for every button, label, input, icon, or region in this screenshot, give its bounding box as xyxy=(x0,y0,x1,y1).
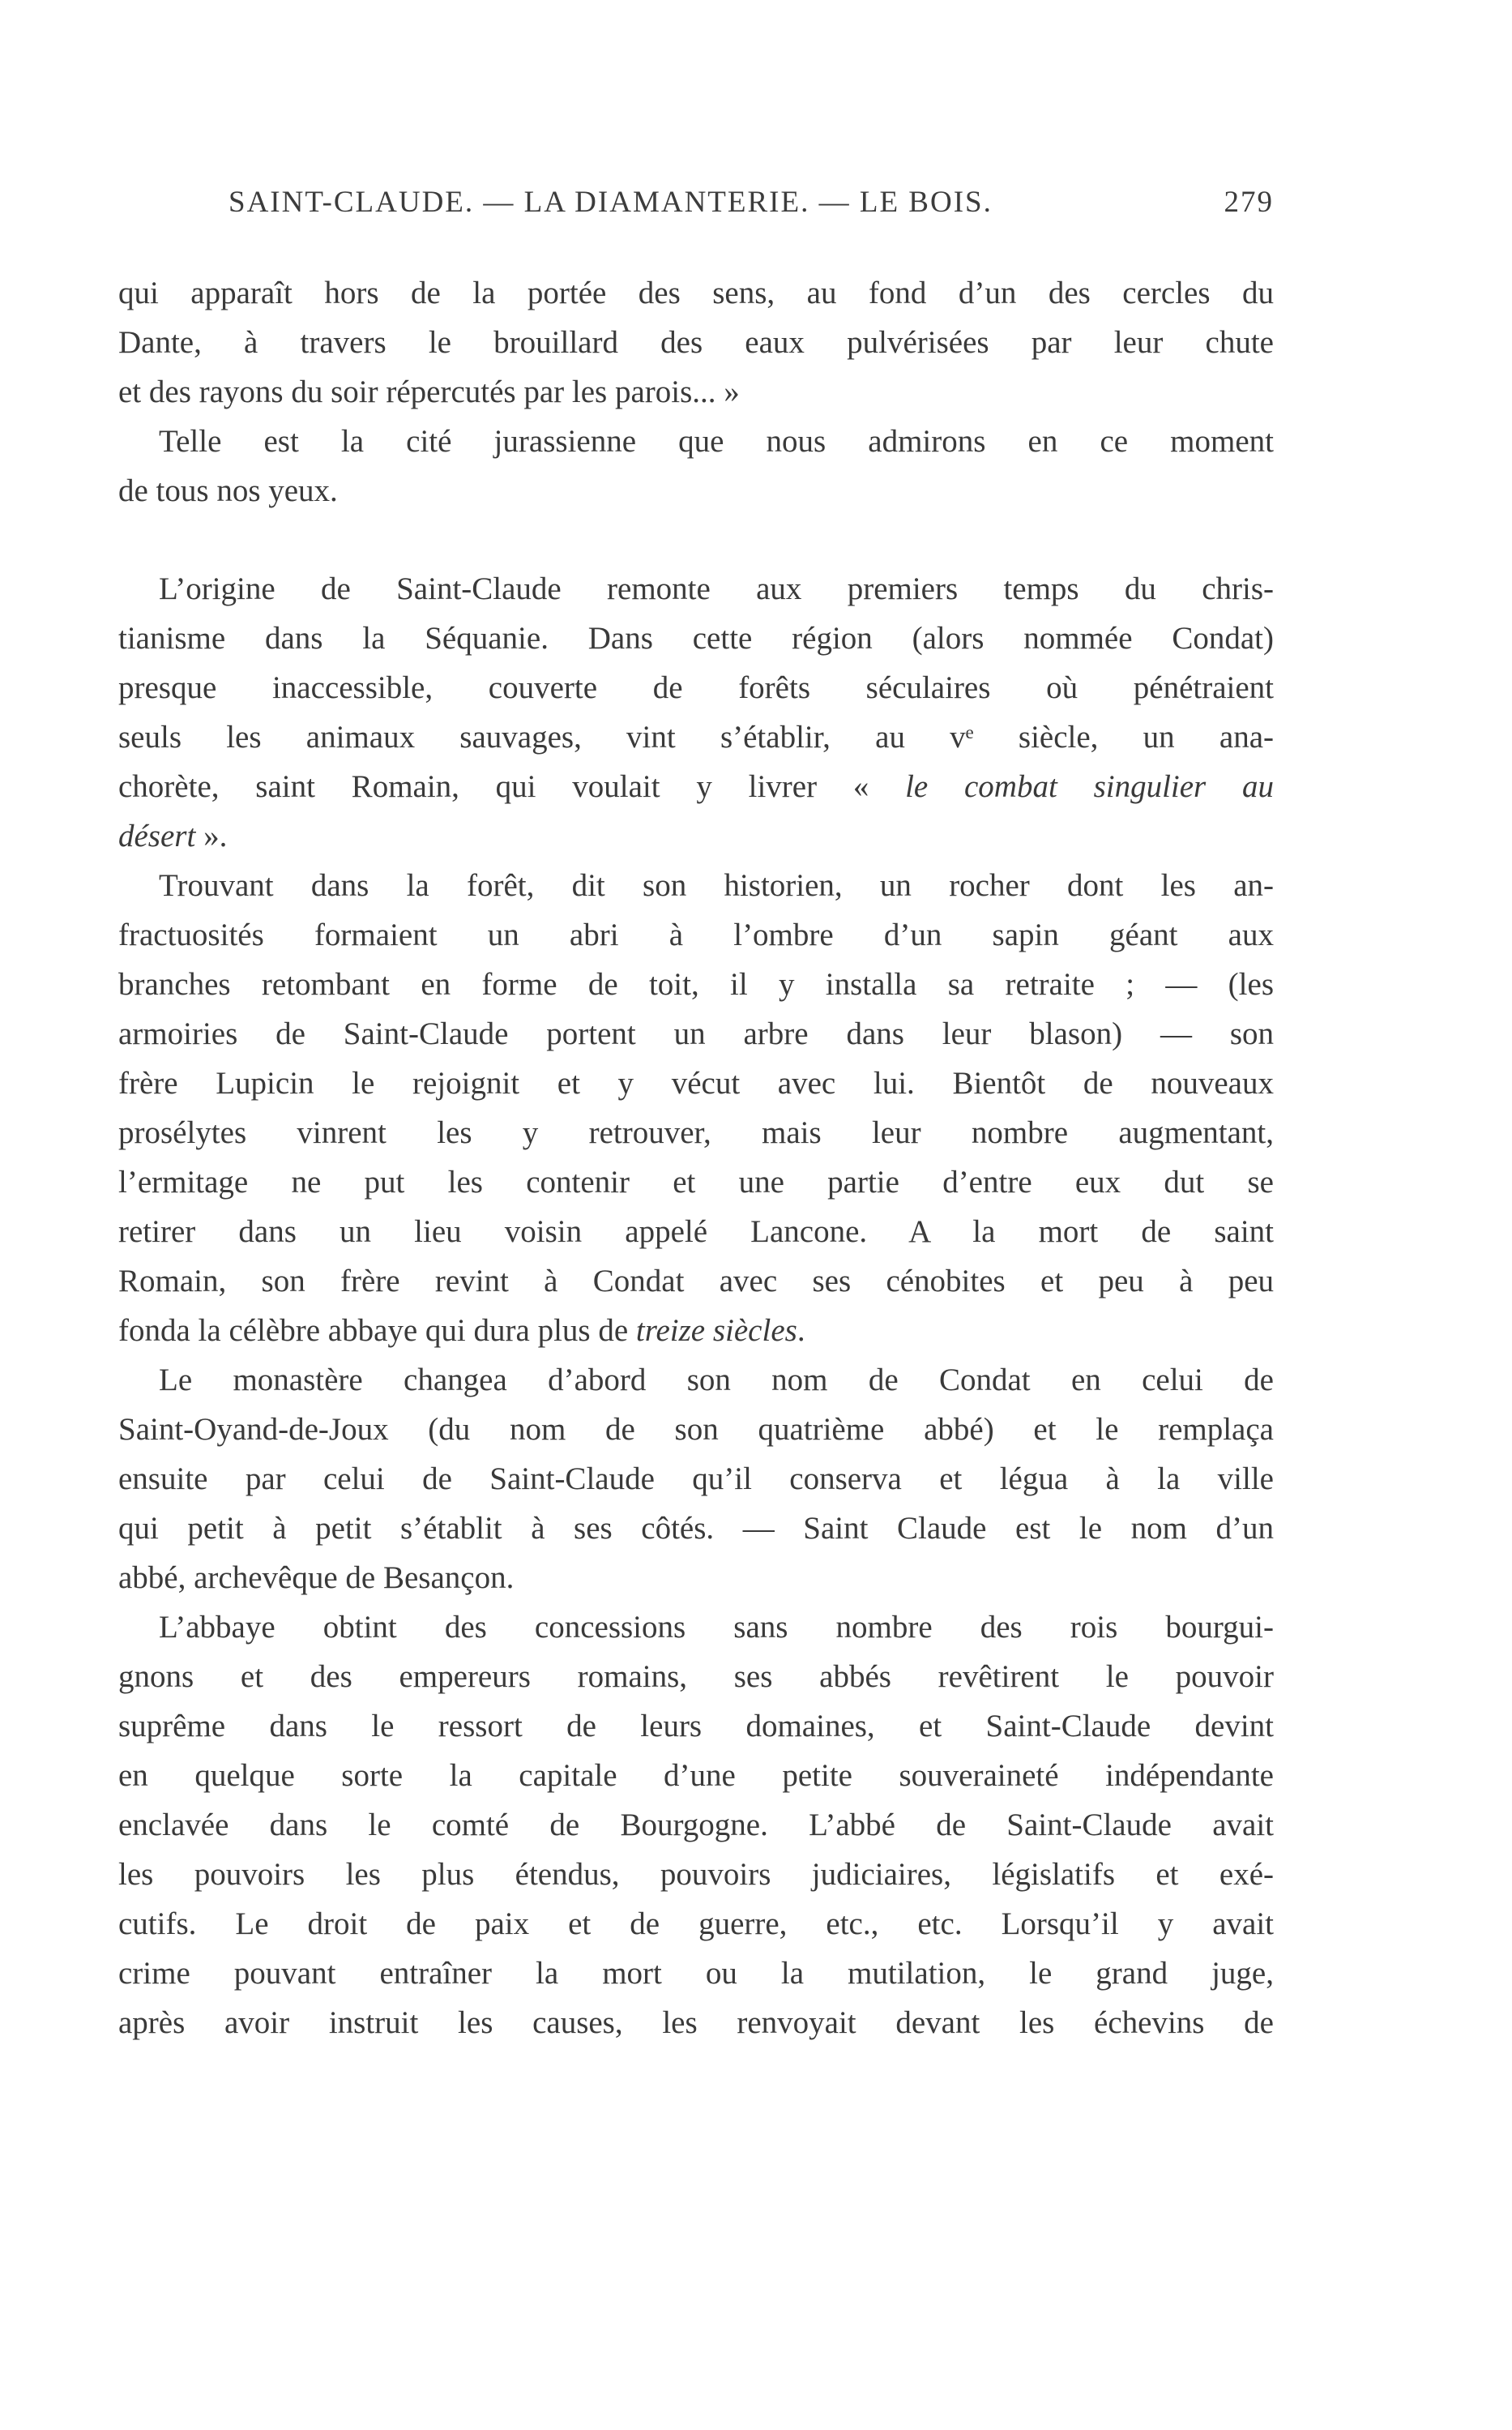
text-line: qui apparaît hors de la portée des sens, au fond d’un des cercles du xyxy=(118,276,1274,310)
text-line: seuls les animaux sauvages, vint s’établir, au vᵉ siècle, un ana- xyxy=(118,720,1274,755)
text-line: suprême dans le ressort de leurs domaines, et Saint-Claude devint xyxy=(118,1709,1274,1743)
running-title: SAINT-CLAUDE. — LA DIAMANTERIE. — LE BOIS. xyxy=(229,186,993,219)
running-head xyxy=(229,185,1274,225)
text-line: en quelque sorte la capitale d’une petite souveraineté indépendante xyxy=(118,1758,1274,1793)
text-line: abbé, archevêque de Besançon. xyxy=(118,1560,515,1595)
text-line: frère Lupicin le rejoignit et y vécut avec lui. Bientôt de nouveaux xyxy=(118,1066,1274,1101)
text-line: qui petit à petit s’établit à ses côtés. — Saint Claude est le nom d’un xyxy=(118,1511,1274,1546)
text-line: enclavée dans le comté de Bourgogne. L’abbé de Saint-Claude avait xyxy=(118,1808,1274,1842)
text-line: fonda la célèbre abbaye qui dura plus de treize siècles. xyxy=(118,1313,805,1348)
text-line: L’abbaye obtint des concessions sans nombre des rois bourgui- xyxy=(159,1610,1274,1645)
text-line: chorète, saint Romain, qui voulait y livrer « le combat singulier au xyxy=(118,769,1274,804)
text-line: crime pouvant entraîner la mort ou la mutilation, le grand juge, xyxy=(118,1956,1274,1991)
text-line: branches retombant en forme de toit, il y installa sa retraite ; — (les xyxy=(118,967,1274,1002)
text-line: fractuosités formaient un abri à l’ombre d’un sapin géant aux xyxy=(118,918,1274,952)
text-line: désert ». xyxy=(118,819,228,853)
text-line: après avoir instruit les causes, les renvoyait devant les échevins de xyxy=(118,2005,1274,2040)
text-line: Saint-Oyand-de-Joux (du nom de son quatrième abbé) et le remplaça xyxy=(118,1412,1274,1447)
text-line: tianisme dans la Séquanie. Dans cette région (alors nommée Condat) xyxy=(118,621,1274,656)
text-line: ensuite par celui de Saint-Claude qu’il conserva et légua à la ville xyxy=(118,1461,1274,1496)
text-line: Romain, son frère revint à Condat avec ses cénobites et peu à peu xyxy=(118,1264,1274,1298)
text-line: les pouvoirs les plus étendus, pouvoirs judiciaires, législatifs et exé- xyxy=(118,1857,1274,1892)
text-line: presque inaccessible, couverte de forêts séculaires où pénétraient xyxy=(118,670,1274,705)
text-line: prosélytes vinrent les y retrouver, mais leur nombre augmentant, xyxy=(118,1115,1274,1150)
text-line: armoiries de Saint-Claude portent un arbre dans leur blason) — son xyxy=(118,1016,1274,1051)
text-line: Telle est la cité jurassienne que nous admirons en ce moment xyxy=(159,424,1274,459)
text-line: Dante, à travers le brouillard des eaux pulvérisées par leur chute xyxy=(118,325,1274,360)
text-line: de tous nos yeux. xyxy=(118,473,338,508)
text-line: et des rayons du soir répercutés par les parois... » xyxy=(118,374,740,409)
text-line: L’origine de Saint-Claude remonte aux premiers temps du chris- xyxy=(159,571,1274,606)
text-line: l’ermitage ne put les contenir et une partie d’entre eux dut se xyxy=(118,1165,1274,1200)
text-line: Trouvant dans la forêt, dit son historien, un rocher dont les an- xyxy=(159,868,1274,903)
text-line: gnons et des empereurs romains, ses abbés revêtirent le pouvoir xyxy=(118,1659,1274,1694)
text-line: retirer dans un lieu voisin appelé Lancone. A la mort de saint xyxy=(118,1214,1274,1249)
text-line: cutifs. Le droit de paix et de guerre, etc., etc. Lorsqu’il y avait xyxy=(118,1906,1274,1941)
text-line: Le monastère changea d’abord son nom de Condat en celui de xyxy=(159,1363,1274,1397)
page-number: 279 xyxy=(1224,186,1274,219)
